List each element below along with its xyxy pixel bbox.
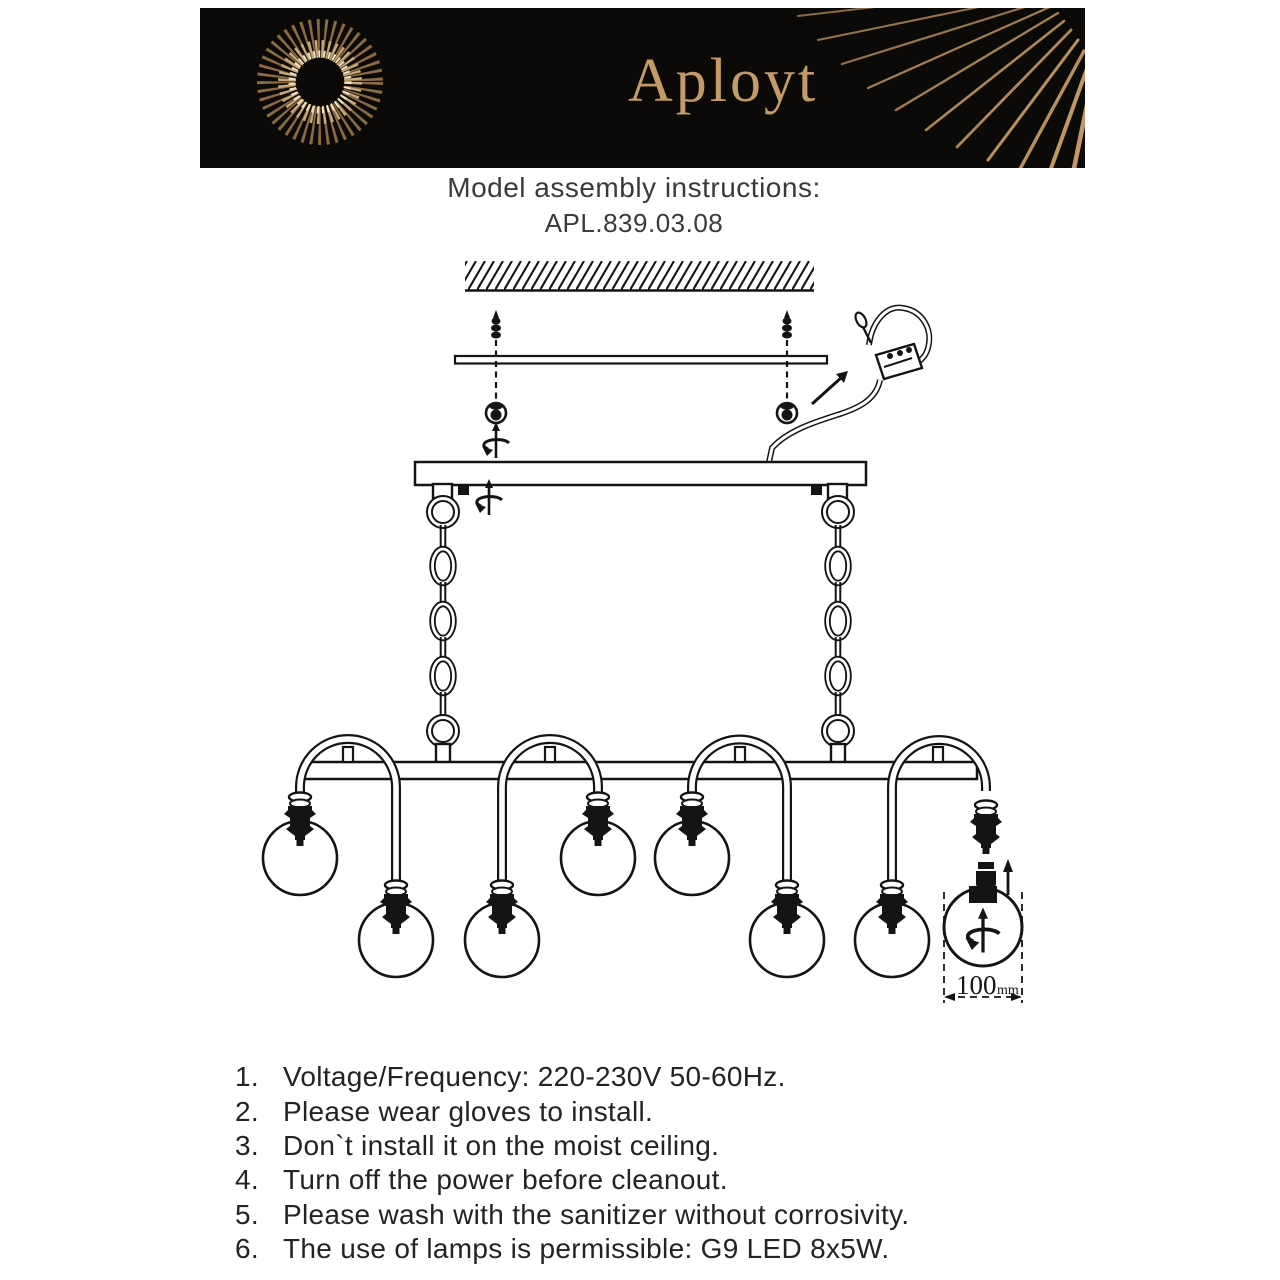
dimension-label: 100 xyxy=(956,970,997,1000)
item-number: 4. xyxy=(235,1164,259,1196)
item-text: Don`t install it on the moist ceiling. xyxy=(283,1129,720,1161)
item-number: 5. xyxy=(235,1198,259,1230)
screw-right xyxy=(777,310,797,423)
brand-banner xyxy=(200,8,1085,168)
list-item xyxy=(235,1198,1235,1232)
item-number: 1. xyxy=(235,1061,259,1093)
assembly-diagram xyxy=(190,250,1070,1020)
item-text: Turn off the power before cleanout. xyxy=(283,1164,728,1196)
list-item xyxy=(235,1163,1235,1197)
item-text: Please wear gloves to install. xyxy=(283,1095,654,1127)
rotate-symbol-screw xyxy=(482,422,509,458)
item-number: 6. xyxy=(235,1233,259,1265)
chain-right xyxy=(825,499,852,764)
model-number: APL.839.03.08 xyxy=(544,208,724,238)
dimension-unit: mm xyxy=(997,983,1019,998)
item-text: The use of lamps is permissible: G9 LED 8x5W. xyxy=(283,1233,890,1265)
header xyxy=(0,172,1268,239)
brand-name: Aployt xyxy=(628,47,819,115)
sunburst-logo-icon xyxy=(276,38,364,126)
fixture-pins xyxy=(343,747,943,762)
arrow-to-connector xyxy=(812,377,842,404)
arm-arches xyxy=(300,739,986,882)
instruction-list xyxy=(235,1060,1235,1266)
ceiling-hatching xyxy=(465,261,814,291)
wire-connector xyxy=(769,308,929,462)
diagram-svg xyxy=(190,250,1070,1015)
list-item xyxy=(235,1129,1235,1163)
item-text: Please wash with the sanitizer without corrosivity. xyxy=(283,1198,910,1230)
item-number: 3. xyxy=(235,1129,259,1161)
screw-left xyxy=(486,310,506,423)
exploded-socket xyxy=(970,801,1002,855)
canopy-bar xyxy=(415,462,866,498)
list-item xyxy=(235,1060,1235,1094)
fixture-bar xyxy=(303,762,977,779)
mounting-strip xyxy=(455,356,827,364)
chain-left xyxy=(430,499,457,764)
page-title: Model assembly instructions: xyxy=(447,172,821,203)
item-text: Voltage/Frequency: 220-230V 50-60Hz. xyxy=(283,1061,786,1093)
exploded-lamp-detail xyxy=(944,801,1022,1004)
list-item xyxy=(235,1094,1235,1128)
list-item xyxy=(235,1232,1235,1266)
item-number: 2. xyxy=(235,1095,259,1127)
